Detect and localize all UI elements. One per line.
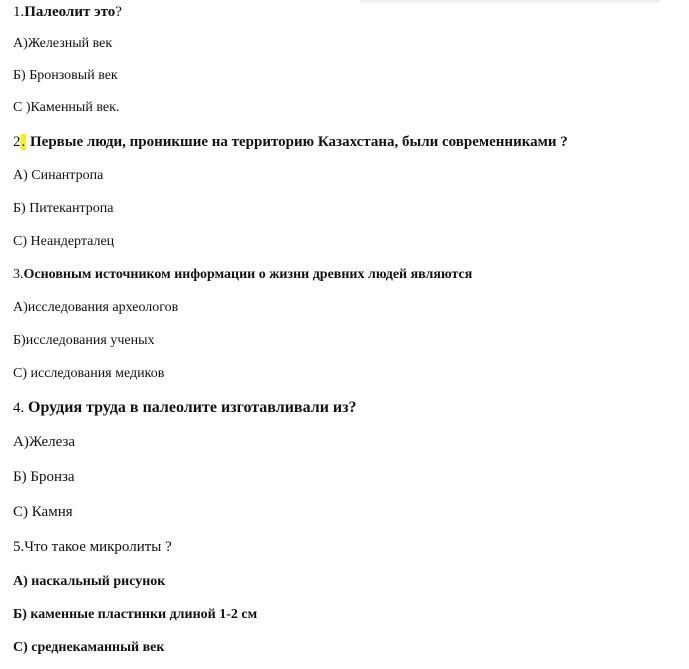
- highlight-mark: .: [21, 134, 26, 150]
- question-title: Орудия труда в палеолите изготавливали из?: [28, 399, 357, 416]
- answer-option: А)Железный век: [13, 36, 113, 51]
- answer-option: Б) Бронзовый век: [13, 68, 118, 83]
- answer-option: А) Синантропа: [13, 168, 104, 183]
- answer-option: А)исследования археологов: [13, 300, 179, 315]
- question-title: Основным источником информации о жизни древних людей являются: [23, 267, 473, 282]
- answer-option: Б) Бронза: [13, 469, 75, 485]
- answer-option: С) исследования медиков: [13, 366, 165, 381]
- answer-option: А)Железа: [13, 434, 76, 450]
- question-number: 3.: [13, 267, 24, 282]
- question-4: [13, 400, 357, 416]
- question-2: [13, 135, 568, 150]
- answer-option: С) среднекаманный век: [13, 640, 165, 655]
- answer-option: С) Камня: [13, 504, 73, 520]
- answer-option: Б) Питекантропа: [13, 201, 114, 216]
- question-1: [13, 5, 122, 20]
- question-title: Первые люди, проникшие на территорию Казахстана, были современниками ?: [26, 134, 568, 150]
- answer-option: Б)исследования ученых: [13, 333, 155, 348]
- question-5: 5.Что такое микролиты ?: [13, 539, 172, 555]
- question-suffix: ?: [115, 4, 122, 20]
- question-number: 1.: [13, 4, 25, 20]
- question-title: Палеолит это: [24, 4, 116, 20]
- answer-option: С )Каменный век.: [13, 100, 120, 115]
- question-number: 2: [13, 134, 21, 150]
- scan-edge-shadow: [360, 0, 660, 4]
- answer-option: С) Неандерталец: [13, 234, 115, 249]
- question-number: 4.: [13, 400, 28, 416]
- question-3: [13, 268, 472, 282]
- answer-option: А) наскальный рисунок: [13, 574, 166, 589]
- answer-option: Б) каменные пластинки длиной 1-2 см: [13, 607, 258, 622]
